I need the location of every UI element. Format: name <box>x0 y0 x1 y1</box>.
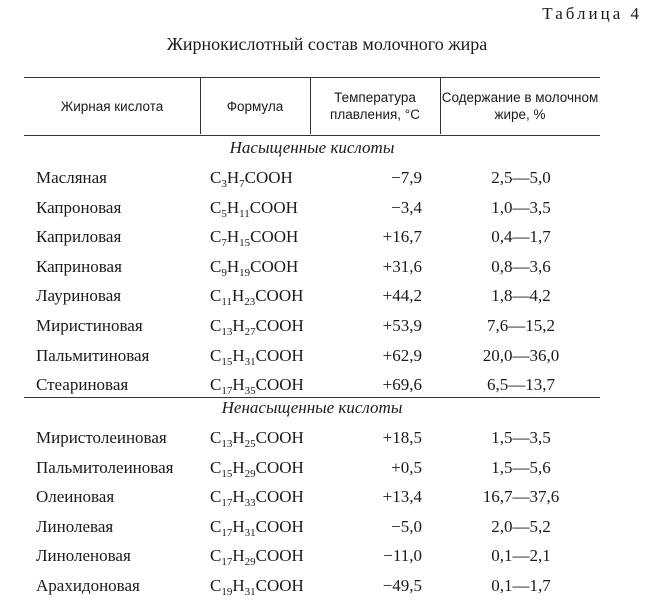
milk-fat-content: 2,5—5,0 <box>491 168 551 187</box>
acid-name: Стеариновая <box>36 375 129 395</box>
acid-name: Каприновая <box>36 256 122 276</box>
hydrogen-count: 29 <box>244 467 256 480</box>
milk-fat-content: 6,5—13,7 <box>487 375 555 395</box>
acid-formula: $C_{15}H_{31}COOH$ <box>210 345 304 368</box>
melting-point: −49,5 <box>382 576 422 595</box>
milk-fat-content: 0,4—1,7 <box>491 227 551 247</box>
header-temperature: Температура плавления, °С <box>330 90 420 122</box>
acid-formula: $C_{15}H_{29}COOH$ <box>210 457 304 480</box>
hydrogen-count: 31 <box>244 526 256 539</box>
milk-fat-content: 2,0—5,2 <box>491 516 551 536</box>
table-row <box>0 541 654 571</box>
header-acid: Жирная кислота <box>60 98 164 114</box>
acid-name: Линоленовая <box>36 546 131 566</box>
acid-formula: $C_{17}H_{29}COOH$ <box>210 546 304 569</box>
section-title: Насыщенные кислоты <box>229 138 395 157</box>
hydrogen-count: 25 <box>244 438 256 450</box>
section-title: Ненасыщенные кислоты <box>221 398 403 417</box>
hydrogen-count: 35 <box>244 385 256 398</box>
table-row <box>0 281 654 311</box>
carbon-count: 9 <box>221 266 227 279</box>
acid-name: Масляная <box>36 168 107 187</box>
hydrogen-count: 11 <box>239 207 250 220</box>
table-row <box>0 423 654 453</box>
table-header <box>24 78 600 134</box>
melting-point: +31,6 <box>382 256 422 276</box>
acid-name: Каприловая <box>36 227 122 247</box>
carbon-count: 19 <box>221 586 233 598</box>
hydrogen-count: 23 <box>244 296 256 309</box>
acid-name: Пальмитолеиновая <box>36 457 174 477</box>
melting-point: +69,6 <box>382 375 422 395</box>
melting-point: −3,4 <box>391 197 422 217</box>
hydrogen-count: 15 <box>239 237 251 250</box>
milk-fat-content: 16,7—37,6 <box>482 487 560 507</box>
carbon-count: 5 <box>221 207 227 220</box>
hydrogen-count: 31 <box>244 586 256 598</box>
acid-formula: $C_{13}H_{27}COOH$ <box>210 316 304 338</box>
hydrogen-count: 7 <box>239 178 245 190</box>
carbon-count: 13 <box>221 326 233 338</box>
acid-formula: $C_3H_7COOH$ <box>210 168 293 190</box>
carbon-count: 13 <box>221 438 233 450</box>
melting-point: −5,0 <box>391 516 422 536</box>
acid-name: Линолевая <box>36 516 114 536</box>
milk-fat-content: 1,0—3,5 <box>491 197 551 217</box>
header-divider <box>440 78 441 134</box>
milk-fat-content: 1,5—3,5 <box>491 428 551 447</box>
table-row <box>0 163 654 193</box>
milk-fat-content: 7,6—15,2 <box>487 316 555 335</box>
carbon-count: 17 <box>221 385 233 398</box>
milk-fat-content: 0,8—3,6 <box>491 256 551 276</box>
header-rule <box>24 135 600 136</box>
carbon-count: 17 <box>221 526 233 539</box>
acid-name: Миристолеиновая <box>36 428 167 447</box>
hydrogen-count: 33 <box>244 497 256 510</box>
header-divider <box>200 78 201 134</box>
melting-point: −11,0 <box>383 546 422 566</box>
header-content: Содержание в молочном жире, % <box>441 90 599 122</box>
table-row <box>0 222 654 252</box>
acid-formula: $C_{17}H_{31}COOH$ <box>210 516 304 539</box>
table-row <box>0 252 654 282</box>
acid-name: Миристиновая <box>36 316 143 335</box>
milk-fat-content: 20,0—36,0 <box>482 345 560 365</box>
table-row <box>0 311 654 341</box>
melting-point: +0,5 <box>391 457 422 477</box>
carbon-count: 15 <box>221 355 233 368</box>
milk-fat-content: 1,8—4,2 <box>491 286 551 306</box>
acid-name: Пальмитиновая <box>36 345 150 365</box>
table-row <box>0 453 654 483</box>
table-row <box>0 193 654 223</box>
melting-point: +62,9 <box>382 345 422 365</box>
melting-point: −7,9 <box>391 168 422 187</box>
table-number: Таблица 4 <box>542 4 642 23</box>
milk-fat-content: 1,5—5,6 <box>491 457 551 477</box>
acid-name: Лауриновая <box>36 286 122 306</box>
hydrogen-count: 19 <box>239 266 251 279</box>
milk-fat-content: 0,1—2,1 <box>491 546 551 566</box>
melting-point: +18,5 <box>382 428 422 447</box>
carbon-count: 17 <box>221 556 233 569</box>
acid-formula: $C_{19}H_{31}COOH$ <box>210 576 304 598</box>
carbon-count: 3 <box>221 178 227 190</box>
acid-formula: $C_{13}H_{25}COOH$ <box>210 428 304 450</box>
carbon-count: 7 <box>221 237 227 250</box>
acid-formula: $C_{17}H_{33}COOH$ <box>210 487 304 510</box>
acid-formula: $C_{11}H_{23}COOH$ <box>210 286 304 309</box>
hydrogen-count: 29 <box>244 556 256 569</box>
table-row <box>0 341 654 371</box>
table-row <box>0 482 654 512</box>
melting-point: +16,7 <box>382 227 422 247</box>
table-row <box>0 370 654 400</box>
melting-point: +44,2 <box>382 286 422 306</box>
melting-point: +53,9 <box>382 316 422 335</box>
acid-name: Арахидоновая <box>36 576 140 595</box>
acid-formula: $C_5H_{11}COOH$ <box>210 197 298 220</box>
milk-fat-content: 0,1—1,7 <box>491 576 551 595</box>
hydrogen-count: 31 <box>244 355 256 368</box>
carbon-count: 17 <box>221 497 233 510</box>
acid-formula: $C_7H_{15}COOH$ <box>210 227 299 250</box>
table-row <box>0 571 654 601</box>
table-title: Жирнокислотный состав молочного жира <box>166 34 488 54</box>
carbon-count: 15 <box>221 467 233 480</box>
acid-name: Капроновая <box>36 197 122 217</box>
acid-formula: $C_9H_{19}COOH$ <box>210 256 299 279</box>
header-divider <box>310 78 311 134</box>
carbon-count: 11 <box>221 296 232 309</box>
acid-formula: $C_{17}H_{35}COOH$ <box>210 375 304 398</box>
acid-name: Олеиновая <box>36 487 115 507</box>
melting-point: +13,4 <box>382 487 422 507</box>
hydrogen-count: 27 <box>244 326 256 338</box>
table-row <box>0 512 654 542</box>
header-formula: Формула <box>226 98 284 114</box>
